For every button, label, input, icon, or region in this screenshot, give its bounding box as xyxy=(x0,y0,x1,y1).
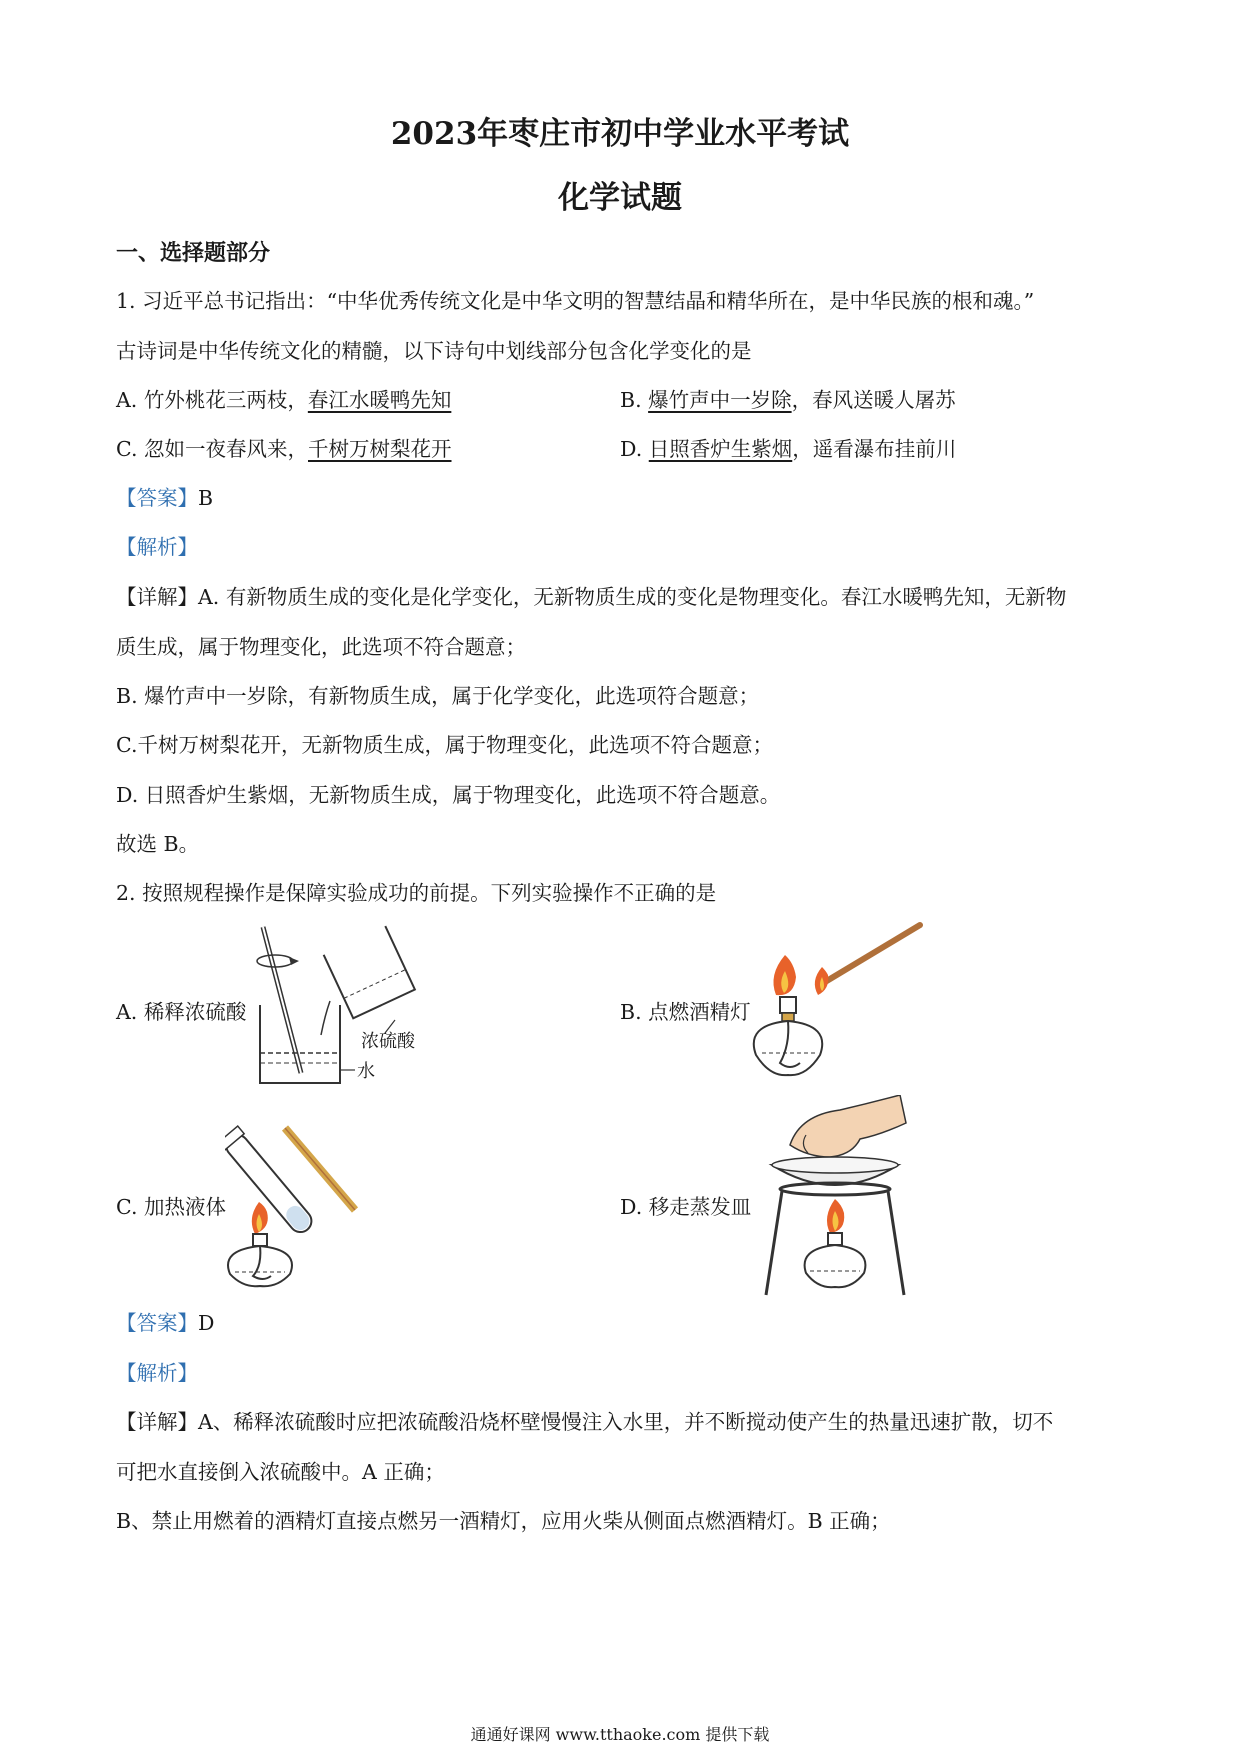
q1-option-d-suffix: ，遥看瀑布挂前川 xyxy=(792,437,957,461)
q1-detail-tag: 【详解】 xyxy=(116,585,198,609)
section-heading: 一、选择题部分 xyxy=(116,241,271,266)
q1-option-b-prefix: B. xyxy=(620,388,649,412)
q1-analysis-tag: 【解析】 xyxy=(116,535,198,559)
q1-stem-line1: 1. 习近平总书记指出：“中华优秀传统文化是中华文明的智慧结晶和精华所在，是中华民族的根和魂。” xyxy=(116,289,1035,313)
exam-subtitle: 化学试题 xyxy=(558,180,682,216)
q1-option-a xyxy=(116,383,451,413)
q1-option-b-suffix: ，春风送暖人屠苏 xyxy=(791,388,956,412)
q2-stem: 2. 按照规程操作是保障实验成功的前提。下列实验操作不正确的是 xyxy=(116,881,717,905)
q2-option-b: B. 点燃酒精灯 xyxy=(620,1000,751,1024)
q2-detail-line1-text: A、稀释浓硫酸时应把浓硫酸沿烧杯壁慢慢注入水里，并不断搅动使产生的热量迅速扩散，切不 xyxy=(198,1410,1054,1434)
q2-answer-value: D xyxy=(198,1311,215,1335)
q1-detail-line4: C.千树万树梨花开，无新物质生成，属于物理变化，此选项不符合题意； xyxy=(116,733,773,757)
q2-analysis-tag: 【解析】 xyxy=(116,1361,198,1385)
q1-answer xyxy=(116,481,213,511)
q1-option-b xyxy=(620,383,956,413)
q1-answer-tag: 【答案】 xyxy=(116,486,198,510)
page-footer: 通通好课网 www.tthaoke.com 提供下载 xyxy=(470,1725,770,1744)
q1-stem-line2: 古诗词是中华传统文化的精髓，以下诗句中划线部分包含化学变化的是 xyxy=(116,339,752,363)
q2-detail-line2: 可把水直接倒入浓硫酸中。A 正确； xyxy=(116,1460,445,1484)
q1-answer-value: B xyxy=(198,486,214,510)
q1-detail-line1-text: A. 有新物质生成的变化是化学变化，无新物质生成的变化是物理变化。春江水暖鸭先知，无新物 xyxy=(198,585,1067,609)
fig-a-label-water: 水 xyxy=(357,1061,375,1082)
q1-option-c-prefix: C. 忽如一夜春风来， xyxy=(116,437,308,461)
q2-detail-line3: B、禁止用燃着的酒精灯直接点燃另一酒精灯，应用火柴从侧面点燃酒精灯。B 正确； xyxy=(116,1509,891,1533)
figure-move-dish xyxy=(760,1095,910,1300)
figure-light-lamp xyxy=(750,915,930,1085)
q2-detail-line1 xyxy=(116,1405,1053,1435)
q2-answer-tag: 【答案】 xyxy=(116,1311,198,1335)
q2-option-d: D. 移走蒸发皿 xyxy=(620,1195,752,1219)
q2-option-a: A. 稀释浓硫酸 xyxy=(116,1000,247,1024)
figure-dilute-acid xyxy=(255,925,455,1085)
q1-detail-line5: D. 日照香炉生紫烟，无新物质生成，属于物理变化，此选项不符合题意。 xyxy=(116,783,781,807)
q1-option-c-underlined: 千树万树梨花开 xyxy=(308,437,452,461)
figure-heat-liquid xyxy=(225,1110,385,1290)
q1-conclusion: 故选 B。 xyxy=(116,832,200,856)
q2-option-c: C. 加热液体 xyxy=(116,1195,226,1219)
q1-option-c xyxy=(116,432,452,462)
q2-answer xyxy=(116,1306,214,1336)
q1-option-d xyxy=(620,432,956,462)
q1-option-d-prefix: D. xyxy=(620,437,649,461)
q1-detail-line2: 质生成，属于物理变化，此选项不符合题意； xyxy=(116,635,526,659)
exam-title: 2023年枣庄市初中学业水平考试 xyxy=(390,116,850,152)
q1-option-a-underlined: 春江水暖鸭先知 xyxy=(307,388,452,412)
q1-detail-line3: B. 爆竹声中一岁除，有新物质生成，属于化学变化，此选项符合题意； xyxy=(116,684,760,708)
q1-option-d-underlined: 日照香炉生紫烟 xyxy=(648,437,793,461)
fig-a-label-acid: 浓硫酸 xyxy=(361,1031,415,1052)
q1-detail-line1 xyxy=(116,580,1066,610)
q2-detail-tag: 【详解】 xyxy=(116,1410,198,1434)
q1-option-b-underlined: 爆竹声中一岁除 xyxy=(648,388,792,412)
q1-option-a-prefix: A. 竹外桃花三两枝， xyxy=(116,388,308,412)
